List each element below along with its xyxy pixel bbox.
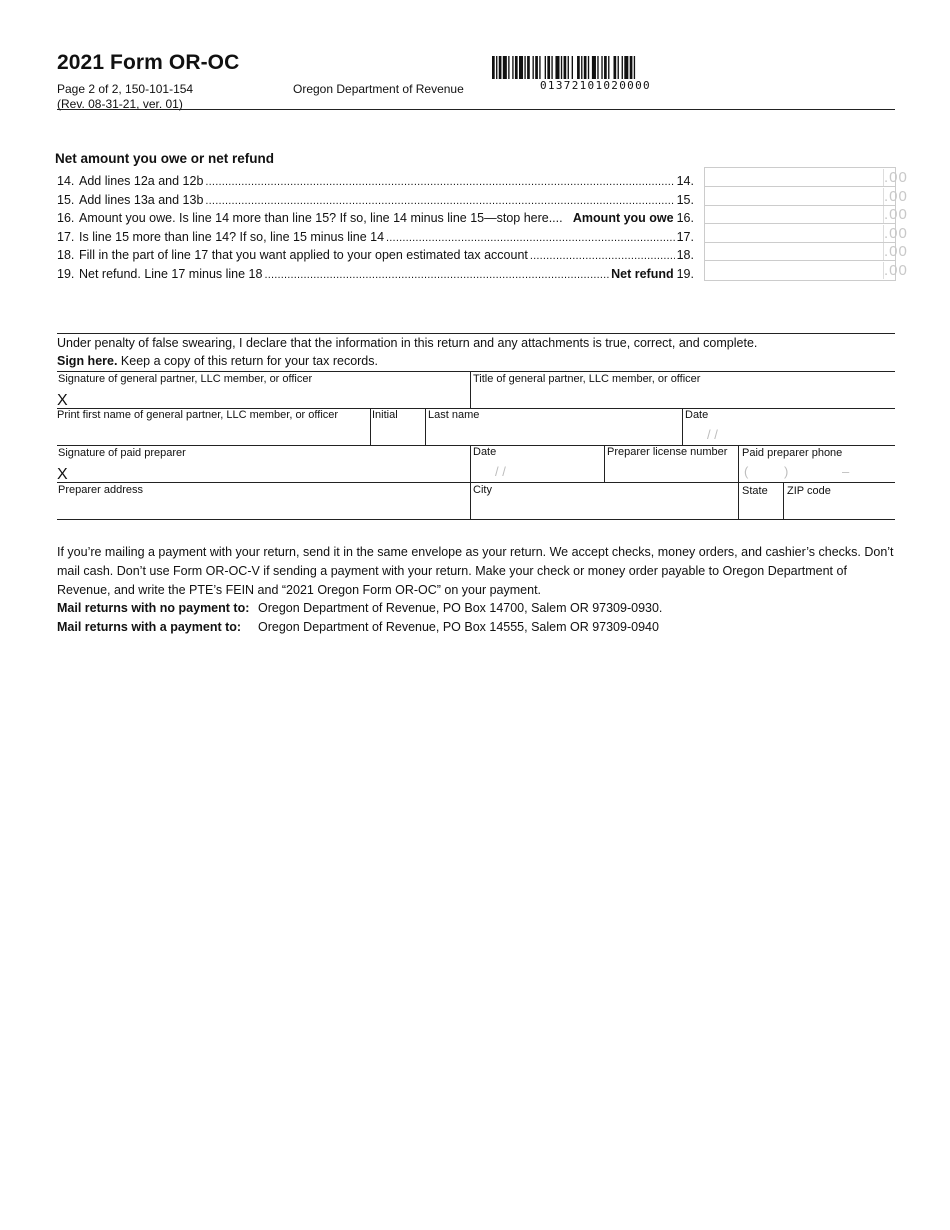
preparer-address-field[interactable]	[57, 497, 467, 518]
grid-line	[57, 482, 895, 483]
agency-name: Oregon Department of Revenue	[293, 82, 464, 96]
last-name-field[interactable]	[428, 422, 680, 444]
preparer-phone-label: Paid preparer phone	[742, 447, 843, 459]
preparer-date-field[interactable]	[473, 459, 601, 481]
date-label: Date	[685, 409, 709, 421]
cents: .00	[884, 261, 908, 279]
line-text: Net refund. Line 17 minus line 18	[79, 266, 263, 281]
line-ref: 16.	[676, 211, 694, 225]
preparer-date-label: Date	[473, 446, 497, 458]
line-ref: 19.	[676, 266, 694, 281]
line-item	[57, 170, 694, 188]
line-text: Add lines 12a and 12b	[79, 174, 204, 188]
sign-here-note: Keep a copy of this return for your tax records.	[117, 354, 378, 368]
initial-label: Initial	[372, 409, 398, 421]
sig-preparer-x: X	[57, 466, 68, 483]
sign-here-label: Sign here.	[57, 354, 118, 368]
cents: .00	[884, 206, 908, 223]
zip-field[interactable]	[787, 497, 893, 518]
phone-paren-open: (	[744, 464, 749, 479]
mail-no-payment	[57, 601, 662, 615]
state-label: State	[742, 485, 768, 497]
officer-date-field[interactable]	[685, 422, 893, 444]
barcode-number: 01372101020000	[540, 79, 651, 92]
line-number: 17.	[57, 229, 75, 244]
sig-officer-x: X	[57, 392, 68, 409]
initial-field[interactable]	[372, 422, 423, 444]
amount-field-19[interactable]	[705, 261, 908, 279]
line-ref: 14.	[676, 174, 694, 188]
amount-field-15[interactable]	[705, 187, 908, 206]
line-number: 14.	[57, 174, 75, 188]
revision-info: (Rev. 08-31-21, ver. 01)	[57, 97, 183, 111]
declaration-text: Under penalty of false swearing, I declare that the information in this return and any attachments is true, correct, and complete.	[57, 336, 758, 350]
phone-dash: –	[842, 464, 850, 479]
mail-with-payment-label: Mail returns with a payment to:	[57, 620, 242, 634]
section-title: Net amount you owe or net refund	[55, 151, 275, 166]
title-officer-label: Title of general partner, LLC member, or officer	[473, 373, 701, 385]
line-item	[57, 189, 694, 207]
leader-dots	[264, 267, 609, 281]
officer-title-field[interactable]	[473, 385, 893, 407]
mail-with-payment-address: Oregon Department of Revenue, PO Box 14555, Salem OR 97309-0940	[258, 620, 659, 634]
line-text: Fill in the part of line 17 that you want applied to your open estimated tax account	[79, 248, 528, 262]
amount-field-18[interactable]	[705, 242, 908, 261]
cents: .00	[884, 243, 908, 260]
form-title: 2021 Form OR-OC	[57, 51, 240, 74]
cents: .00	[884, 224, 908, 242]
zip-label: ZIP code	[787, 485, 831, 497]
grid-line	[470, 371, 471, 408]
line-text: Is line 15 more than line 14? If so, line 15 minus line 14	[79, 229, 385, 244]
officer-signature-field[interactable]	[71, 385, 466, 407]
grid-line	[682, 408, 683, 445]
grid-line	[57, 371, 895, 372]
line-text: Add lines 13a and 13b	[79, 192, 204, 207]
city-field[interactable]	[473, 497, 735, 518]
line-item	[57, 226, 694, 244]
mailing-instructions: If you’re mailing a payment with your return, send it in the same envelope as your return. We accept checks, money orders, and cashier’s checks. Don’t mail cash. Don’t use Form OR-OC-V if sending a payment with your return. Make your check or money order payable to Oregon Department of Revenue, and write the PTE’s FEIN and “2021 Oregon Form OR-OC” on your payment.	[57, 545, 894, 597]
declaration-divider	[57, 333, 895, 334]
mail-no-payment-label: Mail returns with no payment to:	[57, 601, 250, 615]
signature-grid	[57, 371, 895, 520]
grid-line	[738, 445, 739, 519]
cents: .00	[884, 187, 908, 205]
mail-with-payment	[57, 620, 659, 634]
preparer-date-slashes: / /	[495, 464, 506, 479]
line-item	[57, 244, 694, 262]
cents: .00	[884, 169, 908, 186]
leader-dots	[530, 248, 675, 262]
state-field[interactable]	[742, 497, 780, 518]
phone-paren-close: )	[784, 464, 789, 479]
line-bold-label: Net refund	[611, 266, 674, 281]
date-slashes: / /	[707, 427, 718, 442]
line-number: 18.	[57, 248, 75, 262]
line-number: 19.	[57, 266, 75, 281]
preparer-signature-field[interactable]	[71, 459, 466, 481]
line-ref: 15.	[676, 192, 694, 207]
line-number: 16.	[57, 211, 75, 225]
preparer-phone-field[interactable]	[742, 459, 893, 481]
amount-field-17[interactable]	[705, 224, 908, 243]
amount-field-14[interactable]	[705, 168, 908, 187]
sig-officer-label: Signature of general partner, LLC member, or officer	[58, 373, 313, 385]
line-bold-label: Amount you owe	[572, 211, 674, 225]
line-text: Amount you owe. Is line 14 more than line 15? If so, line 14 minus line 15—stop here....	[79, 211, 563, 225]
last-name-label: Last name	[428, 409, 480, 421]
grid-line	[425, 408, 426, 445]
grid-line	[370, 408, 371, 445]
line-ref: 18.	[676, 248, 694, 262]
grid-line	[604, 445, 605, 482]
city-label: City	[473, 484, 492, 496]
line-ref: 17.	[676, 229, 694, 244]
sign-here-text	[57, 354, 378, 368]
preparer-address-label: Preparer address	[58, 484, 143, 496]
print-name-label: Print first name of general partner, LLC member, or officer	[57, 409, 339, 421]
line-item	[57, 263, 694, 281]
preparer-license-field[interactable]	[607, 459, 735, 481]
leader-dots	[205, 193, 674, 207]
grid-line	[783, 482, 784, 519]
amount-field-16[interactable]	[705, 205, 908, 224]
sig-preparer-label: Signature of paid preparer	[58, 447, 186, 459]
grid-line	[57, 519, 895, 520]
leader-dots	[386, 230, 675, 244]
page-info: Page 2 of 2, 150-101-154	[57, 82, 194, 96]
preparer-license-label: Preparer license number	[607, 446, 728, 458]
line-item	[57, 207, 694, 225]
leader-dots	[205, 174, 674, 188]
header-divider	[57, 109, 895, 110]
mail-no-payment-address: Oregon Department of Revenue, PO Box 14700, Salem OR 97309-0930.	[258, 601, 663, 615]
first-name-field[interactable]	[57, 422, 368, 444]
amount-column	[704, 167, 908, 281]
grid-line	[470, 445, 471, 519]
barcode	[491, 56, 703, 79]
line-number: 15.	[57, 192, 75, 207]
